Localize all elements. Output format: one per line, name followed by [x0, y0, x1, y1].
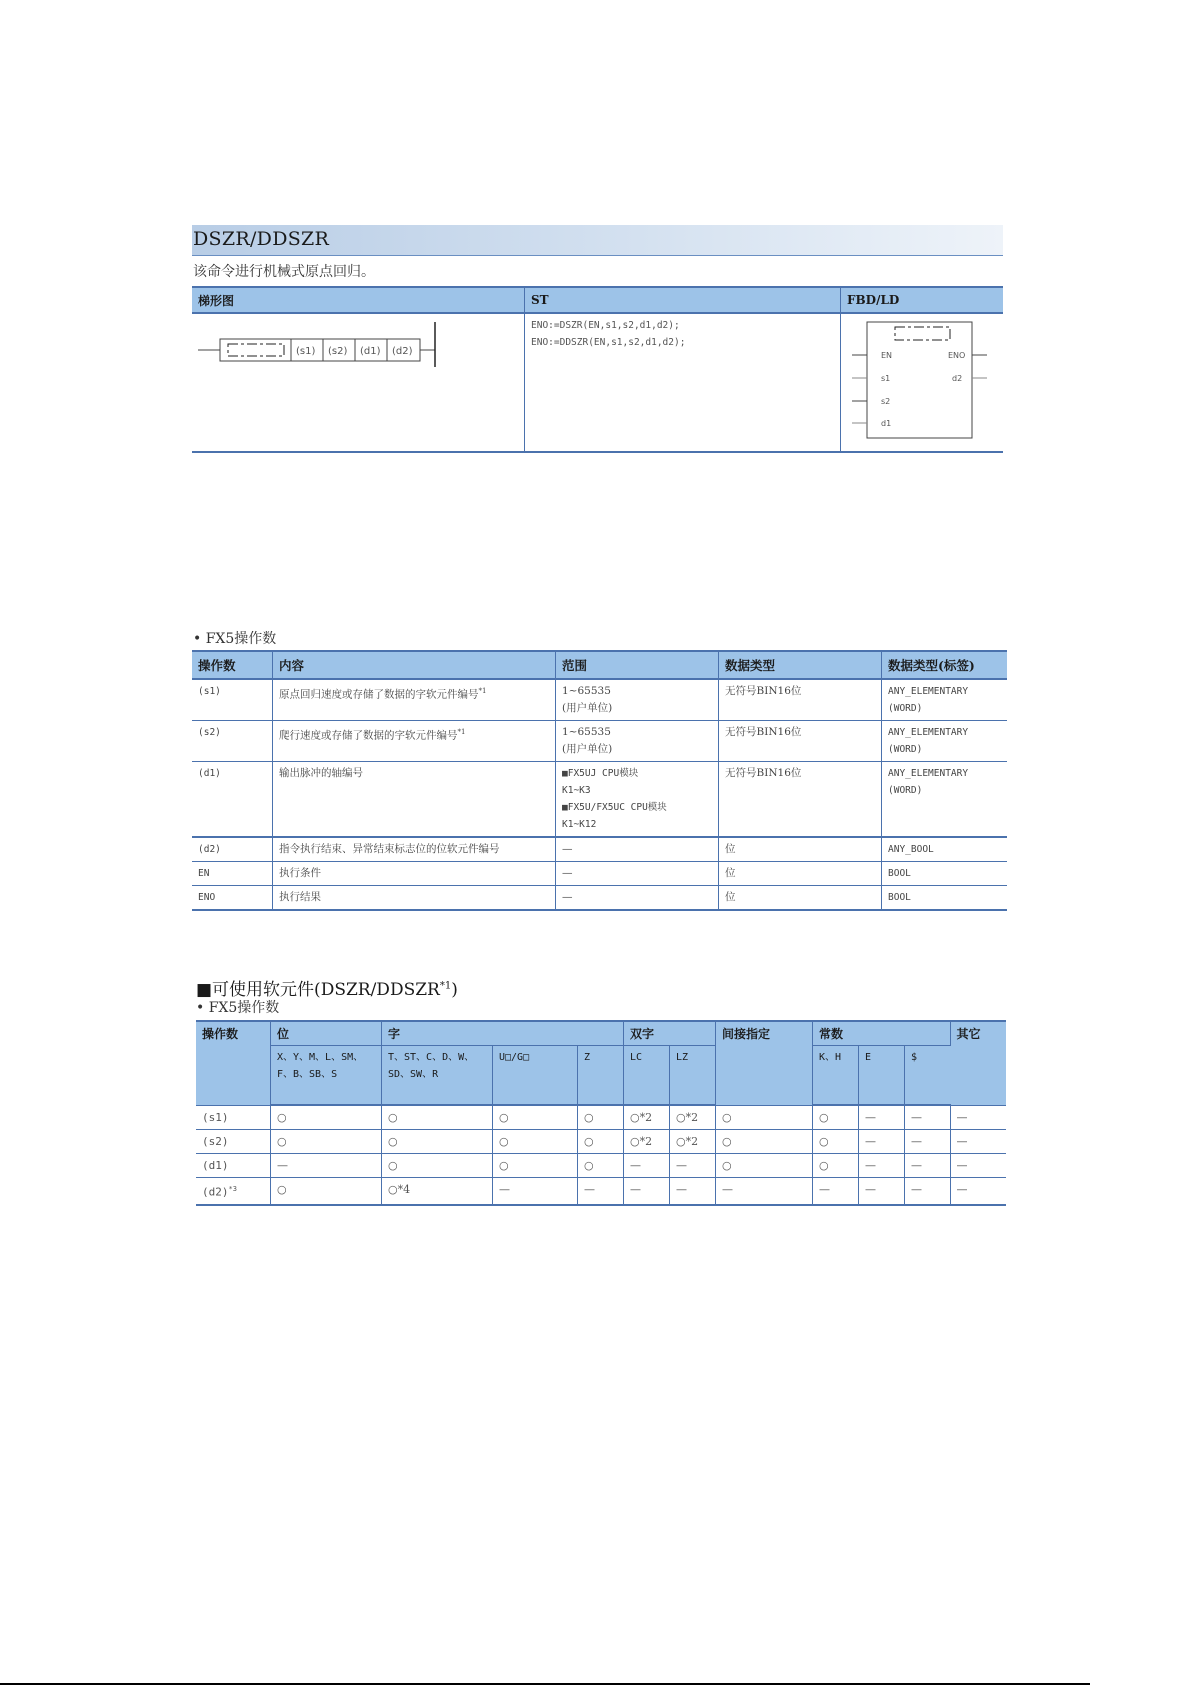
cell: ○: [493, 1154, 578, 1178]
cell: ○: [578, 1105, 624, 1130]
header-ladder: 梯形图: [192, 287, 525, 313]
svg-text:EN: EN: [881, 351, 893, 360]
cell: —: [905, 1130, 951, 1154]
device-table: [196, 1020, 1006, 1206]
cell: ○: [271, 1105, 382, 1130]
type-cell: 位: [719, 886, 882, 911]
cell: ○: [716, 1154, 813, 1178]
cell: ○: [716, 1105, 813, 1130]
cell: —: [624, 1178, 670, 1205]
cell: —: [905, 1154, 951, 1178]
label-type-cell: ANY_ELEMENTARY (WORD): [882, 762, 1008, 838]
cell: ○*2: [624, 1105, 670, 1130]
cell: ○: [813, 1105, 859, 1130]
label-type-cell: ANY_ELEMENTARY (WORD): [882, 721, 1008, 762]
cell: —: [271, 1154, 382, 1178]
operand-cell: ENO: [192, 886, 273, 911]
type-cell: 位: [719, 862, 882, 886]
fbd-cell: [841, 313, 1004, 452]
content-cell: 执行结果: [273, 886, 556, 911]
cell: ○: [382, 1154, 493, 1178]
svg-text:s2: s2: [881, 397, 891, 406]
table-row: [196, 1130, 1006, 1154]
col-label-type: 数据类型(标签): [882, 651, 1008, 679]
instruction-title: DSZR/DDSZR: [193, 228, 330, 250]
cell: —: [950, 1154, 1006, 1178]
cell: —: [859, 1105, 905, 1130]
cell: ○: [493, 1105, 578, 1130]
cell: —: [905, 1178, 951, 1205]
table-row: [196, 1154, 1006, 1178]
cell: ○: [271, 1130, 382, 1154]
cell: ○: [578, 1130, 624, 1154]
col-e: E: [859, 1046, 905, 1106]
operand-cell: (s1): [196, 1105, 271, 1130]
cell: —: [716, 1178, 813, 1205]
range-cell: 1~65535 (用户单位): [556, 679, 719, 721]
range-cell: ■FX5UJ CPU模块 K1~K3 ■FX5U/FX5UC CPU模块 K1~K12: [556, 762, 719, 838]
cell: —: [859, 1178, 905, 1205]
col-word-devices: T、ST、C、D、W、SD、SW、R: [382, 1046, 493, 1106]
cell: ○: [813, 1154, 859, 1178]
cell: —: [578, 1178, 624, 1205]
operand-cell: (d2): [192, 837, 273, 862]
range-cell: 1~65535 (用户单位): [556, 721, 719, 762]
operand-cell: (d1): [196, 1154, 271, 1178]
col-dollar: $: [905, 1046, 951, 1106]
table-row: [192, 679, 1007, 721]
operand-cell: (s2): [196, 1130, 271, 1154]
operand-cell: (d1): [192, 762, 273, 838]
table-row: [192, 886, 1007, 911]
cell: ○: [382, 1130, 493, 1154]
ladder-diagram-cell: [192, 313, 525, 452]
cell: —: [813, 1178, 859, 1205]
operand-subtitle: • FX5操作数: [193, 631, 277, 647]
label-type-cell: ANY_BOOL: [882, 837, 1008, 862]
cell: —: [670, 1178, 716, 1205]
operand-cell: $(d2)^{*3}$: [196, 1178, 271, 1205]
cell: —: [950, 1105, 1006, 1130]
type-cell: 无符号BIN16位: [719, 721, 882, 762]
content-cell: 爬行速度或存储了数据的字软元件编号$^{*1}$: [273, 721, 556, 762]
cell: ○: [578, 1154, 624, 1178]
cell: ○*2: [624, 1130, 670, 1154]
cell: —: [859, 1154, 905, 1178]
cell: —: [905, 1105, 951, 1130]
range-cell: —: [556, 862, 719, 886]
device-section-title: ■可使用软元件(DSZR/DDSZR$^{*1}$): [196, 980, 458, 1000]
content-cell: 执行条件: [273, 862, 556, 886]
label-type-cell: BOOL: [882, 862, 1008, 886]
range-cell: —: [556, 886, 719, 911]
instruction-description: 该命令进行机械式原点回归。: [193, 264, 375, 280]
cell: ○: [493, 1130, 578, 1154]
st-line-dszr: ENO:=DSZR(EN,s1,s2,d1,d2);: [531, 320, 680, 331]
label-type-cell: ANY_ELEMENTARY (WORD): [882, 679, 1008, 721]
st-cell: [525, 313, 841, 452]
col-k-h: K、H: [813, 1046, 859, 1106]
col-group-dword: 双字: [624, 1021, 716, 1046]
col-bit-devices: X、Y、M、L、SM、F、B、SB、S: [271, 1046, 382, 1106]
label-type-cell: BOOL: [882, 886, 1008, 911]
col-range: 范围: [556, 651, 719, 679]
content-cell: 原点回归速度或存储了数据的字软元件编号$^{*1}$: [273, 679, 556, 721]
type-cell: 位: [719, 837, 882, 862]
operand-table: [192, 650, 1007, 911]
cell: —: [859, 1130, 905, 1154]
syntax-table: [192, 286, 1003, 453]
table-row: [192, 837, 1007, 862]
col-lz: LZ: [670, 1046, 716, 1106]
content-cell: 输出脉冲的轴编号: [273, 762, 556, 838]
svg-text:(d1): (d1): [360, 346, 381, 357]
cell: —: [493, 1178, 578, 1205]
col-group-word: 字: [382, 1021, 624, 1046]
col-lc: LC: [624, 1046, 670, 1106]
cell: ○: [716, 1130, 813, 1154]
cell: —: [670, 1154, 716, 1178]
svg-text:(s2): (s2): [328, 346, 348, 357]
cell: ○: [813, 1130, 859, 1154]
st-line-ddszr: ENO:=DDSZR(EN,s1,s2,d1,d2);: [531, 337, 686, 348]
header-fbd: FBD/LD: [841, 287, 1004, 313]
operand-cell: (s2): [192, 721, 273, 762]
cell: —: [950, 1130, 1006, 1154]
svg-text:ENO: ENO: [948, 351, 966, 360]
fbd-block-diagram: [847, 317, 997, 442]
col-other: 其它: [950, 1021, 1006, 1105]
cell: —: [950, 1178, 1006, 1205]
cell: ○: [271, 1178, 382, 1205]
operand-cell: (s1): [192, 679, 273, 721]
svg-text:(d2): (d2): [392, 346, 413, 357]
col-z: Z: [578, 1046, 624, 1106]
col-group-constant: 常数: [813, 1021, 951, 1046]
table-row: [192, 762, 1007, 838]
col-content: 内容: [273, 651, 556, 679]
ladder-diagram: [198, 317, 518, 437]
col-data-type: 数据类型: [719, 651, 882, 679]
table-row: [192, 721, 1007, 762]
svg-text:d2: d2: [952, 374, 963, 383]
col-indirect: 间接指定: [716, 1021, 813, 1105]
col-u-g: U□/G□: [493, 1046, 578, 1106]
col-operand: 操作数: [196, 1021, 271, 1105]
svg-text:d1: d1: [881, 419, 892, 428]
table-row: [196, 1105, 1006, 1130]
type-cell: 无符号BIN16位: [719, 762, 882, 838]
svg-text:s1: s1: [881, 374, 891, 383]
type-cell: 无符号BIN16位: [719, 679, 882, 721]
col-group-bit: 位: [271, 1021, 382, 1046]
cell: —: [624, 1154, 670, 1178]
table-row: [192, 862, 1007, 886]
operand-cell: EN: [192, 862, 273, 886]
cell: ○: [382, 1105, 493, 1130]
col-operand: 操作数: [192, 651, 273, 679]
device-subtitle: • FX5操作数: [196, 1000, 280, 1016]
header-st: ST: [525, 287, 841, 313]
table-row: [196, 1178, 1006, 1205]
cell: ○*2: [670, 1130, 716, 1154]
cell: ○*2: [670, 1105, 716, 1130]
cell: ○*4: [382, 1178, 493, 1205]
content-cell: 指令执行结束、异常结束标志位的位软元件编号: [273, 837, 556, 862]
svg-text:(s1): (s1): [296, 346, 316, 357]
range-cell: —: [556, 837, 719, 862]
